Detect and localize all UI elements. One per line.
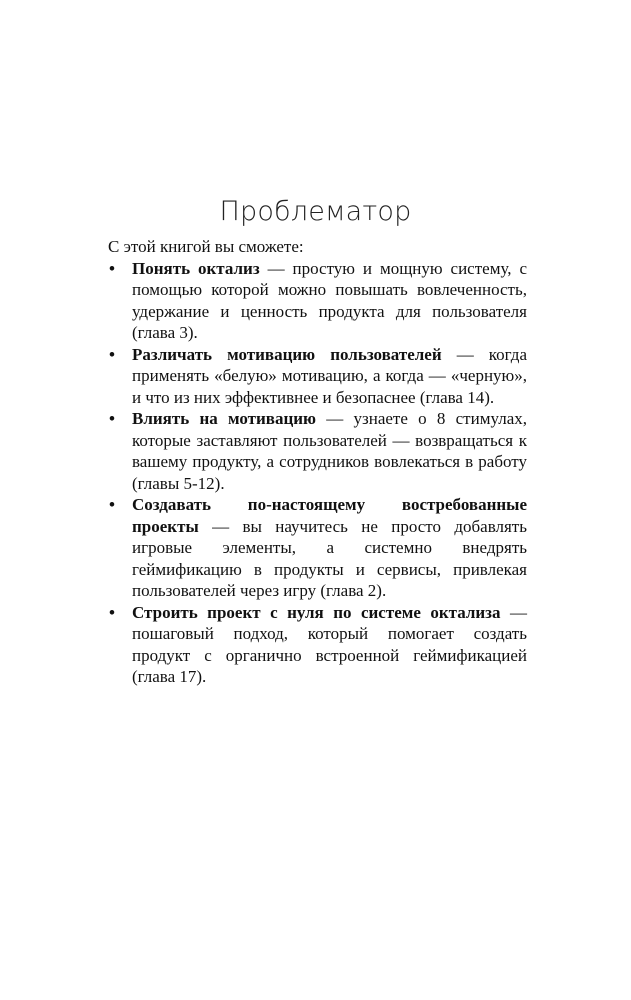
item-text: — узнаете о 8 стимулах, которые заставляют пользователей — возвращаться к вашему продукту, а сотрудников вовлекаться в работу (главы 5-12). [132,409,527,493]
bullet-icon: • [109,258,115,278]
item-text: — когда применять «белую» мотивацию, а когда — «черную», и что из них эффективнее и безопаснее (глава 14). [132,344,527,407]
list-item [108,602,527,688]
item-heading: Различать мотивацию пользователей [132,344,442,364]
item-heading: Строить проект с нуля по системе октализа [132,602,501,622]
item-heading: Понять октализ [132,258,260,278]
bullet-icon: • [109,495,115,514]
list-item [108,494,527,602]
benefits-list [108,258,527,688]
page-title: Проблематор [219,196,412,228]
item-heading: Создавать по-настоящему востребованные проекты [132,495,527,536]
bullet-icon: • [109,344,115,364]
bullet-icon: • [109,409,115,428]
bullet-icon: • [109,602,115,622]
list-item [108,408,527,494]
item-text: — пошаговый подход, который помогает создать продукт с органично встроенной геймификацией (глава 17). [132,602,527,686]
item-heading: Влиять на мотивацию [132,409,317,428]
intro-text: С этой книгой вы сможете: [108,237,304,256]
item-text: — простую и мощную систему, с помощью которой можно повышать вовлеченность, удержание и ценность продукта для пользователя (глава 3). [132,258,527,342]
body-text [108,236,527,688]
item-text: — вы научитесь не просто добавлять игровые элементы, а системно внедрять геймификацию в продукты и сервисы, привлекая пользователей через игру (глава 2). [132,516,527,600]
list-item [108,344,527,409]
list-item [108,258,527,344]
